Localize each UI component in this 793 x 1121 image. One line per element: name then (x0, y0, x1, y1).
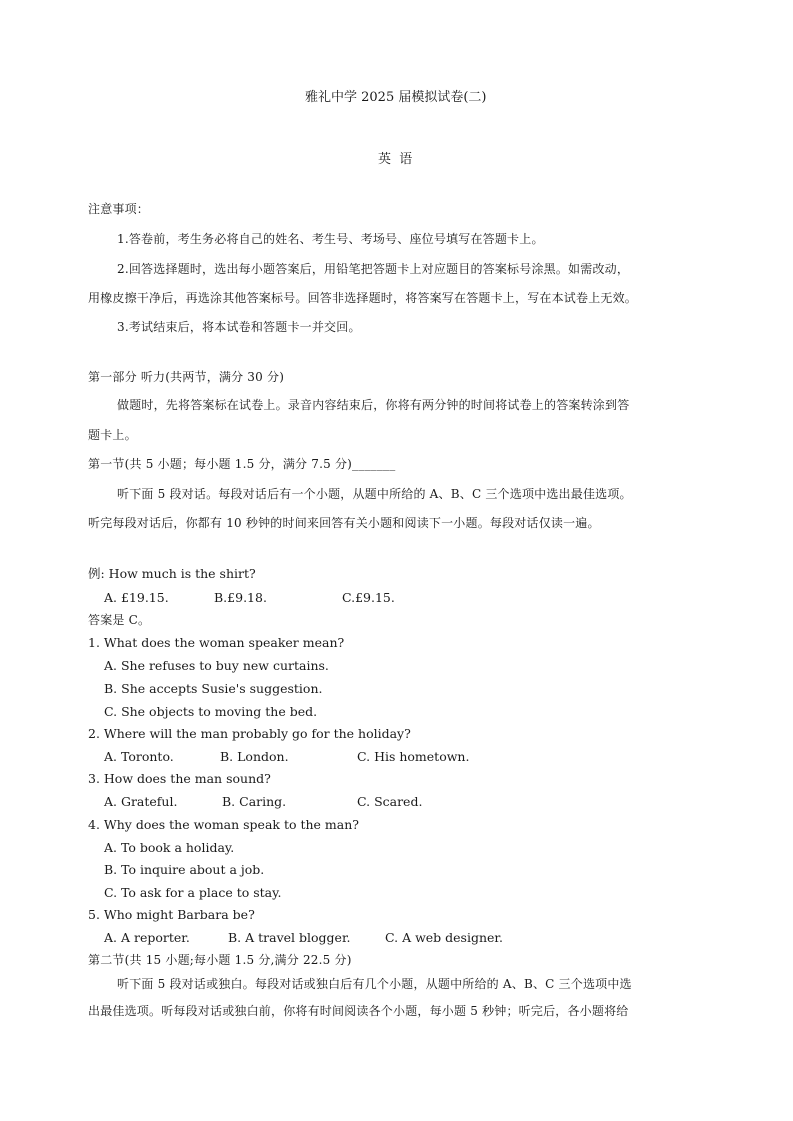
notice-item-1: 1.答卷前，考生务必将自己的姓名、考生号、考场号、座位号填写在答题卡上。 (117, 232, 544, 246)
example-option-a: A. £19.15. (104, 590, 169, 605)
question-2-option-b: B. London. (220, 749, 289, 764)
exam-title: 雅礼中学 2025 届模拟试卷(二) (305, 90, 487, 105)
notice-item-2-cont: 用橡皮擦干净后，再选涂其他答案标号。回答非选择题时，将答案写在答题卡上，写在本试卷上无效。 (88, 291, 638, 305)
question-2-option-a: A. Toronto. (104, 749, 174, 764)
section1-heading: 第一节(共 5 小题；每小题 1.5 分，满分 7.5 分)_______ (88, 457, 396, 471)
part1-heading: 第一部分 听力(共两节，满分 30 分) (88, 370, 285, 384)
question-5-option-b: B. A travel blogger. (228, 930, 351, 945)
example-question: 例: How much is the shirt? (88, 566, 256, 581)
question-5-option-a: A. A reporter. (104, 930, 190, 945)
question-3-option-c: C. Scared. (357, 794, 423, 809)
question-3-option-b: B. Caring. (222, 794, 287, 809)
section2-heading: 第二节(共 15 小题;每小题 1.5 分,满分 22.5 分) (88, 953, 352, 967)
question-5-stem: 5. Who might Barbara be? (88, 907, 255, 922)
question-3-option-a: A. Grateful. (104, 794, 178, 809)
question-1-option-b: B. She accepts Susie's suggestion. (104, 681, 323, 696)
example-option-c: C.£9.15. (342, 590, 395, 605)
section1-intro-line1: 听下面 5 段对话。每段对话后有一个小题，从题中所给的 A、B、C 三个选项中选出最佳选项。 (117, 487, 632, 501)
example-option-b: B.£9.18. (214, 590, 267, 605)
notice-heading: 注意事项： (88, 202, 150, 216)
section2-intro-line1: 听下面 5 段对话或独白。每段对话或独白后有几个小题，从题中所给的 A、B、C 三个选项中选 (117, 977, 632, 991)
question-2-stem: 2. Where will the man probably go for the holiday? (88, 726, 411, 741)
question-4-stem: 4. Why does the woman speak to the man? (88, 817, 359, 832)
question-4-option-a: A. To book a holiday. (104, 840, 235, 855)
question-1-stem: 1. What does the woman speaker mean? (88, 635, 345, 650)
notice-item-3: 3.考试结束后，将本试卷和答题卡一并交回。 (117, 320, 361, 334)
part1-intro-line2: 题卡上。 (88, 428, 137, 442)
question-4-option-c: C. To ask for a place to stay. (104, 885, 282, 900)
question-3-stem: 3. How does the man sound? (88, 771, 271, 786)
section2-intro-line2: 出最佳选项。听每段对话或独白前，你将有时间阅读各个小题，每小题 5 秒钟；听完后，各小题将给 (88, 1004, 629, 1018)
question-2-option-c: C. His hometown. (357, 749, 470, 764)
question-4-option-b: B. To inquire about a job. (104, 862, 265, 877)
example-answer: 答案是 C。 (88, 613, 151, 627)
question-1-option-a: A. She refuses to buy new curtains. (104, 658, 329, 673)
part1-intro-line1: 做题时，先将答案标在试卷上。录音内容结束后，你将有两分钟的时间将试卷上的答案转涂到答 (117, 398, 630, 412)
subject-title: 英 语 (378, 152, 413, 167)
section1-intro-line2: 听完每段对话后，你都有 10 秒钟的时间来回答有关小题和阅读下一小题。每段对话仅读一遍。 (88, 516, 600, 530)
notice-item-2: 2.回答选择题时，选出每小题答案后，用铅笔把答题卡上对应题目的答案标号涂黑。如需改动， (117, 262, 630, 276)
question-1-option-c: C. She objects to moving the bed. (104, 704, 318, 719)
question-5-option-c: C. A web designer. (385, 930, 503, 945)
